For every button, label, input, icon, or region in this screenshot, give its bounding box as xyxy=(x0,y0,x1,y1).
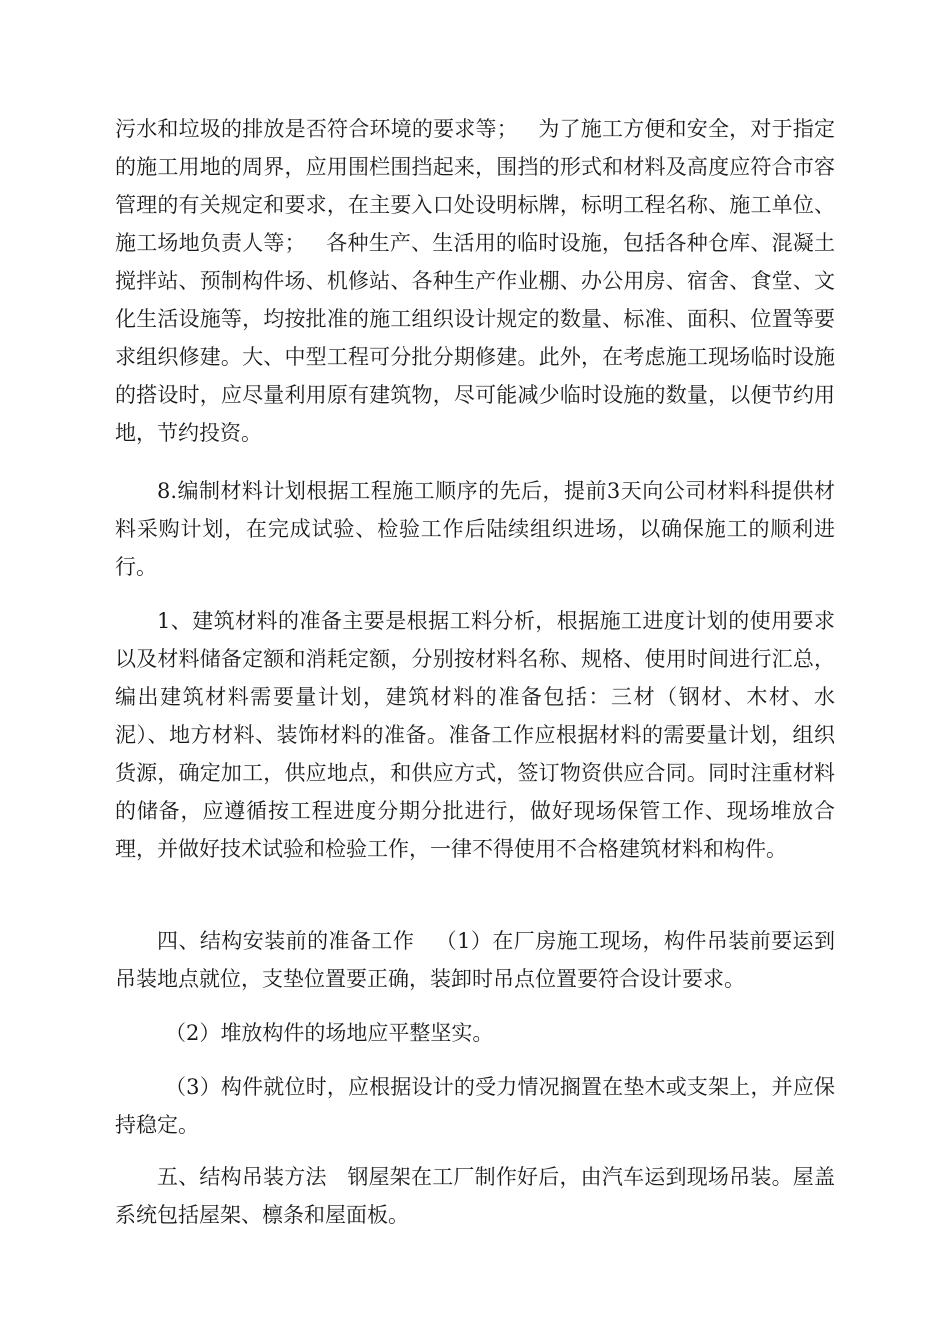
paragraph-site-facilities: 污水和垃圾的排放是否符合环境的要求等； 为了施工方便和安全，对于指定的施工用地的周界，应用围栏围挡起来，围挡的形式和材料及高度应符合市容管理的有关规定和要求，在主要入口处设明标牌，标明工程名称、施工单位、施工场地负责人等； 各种生产、生活用的临时设施，包括各种仓库、混凝土搅拌站、预制构件场、机修站、各种生产作业棚、办公用房、宿舍、食堂、文化生活设施等，均按批准的施工组织设计规定的数量、标准、面积、位置等要求组织修建。大、中型工程可分批分期修建。此外，在考虑施工现场临时设施的搭设时，应尽量利用原有建筑物，尽可能减少临时设施的数量，以便节约用地，节约投资。 xyxy=(115,117,835,445)
paragraph-stacking-site: （2）堆放构件的场地应平整坚实。 xyxy=(165,1021,494,1045)
paragraph-structural-preparation: 四、结构安装前的准备工作 （1）在厂房施工现场，构件吊装前要运到吊装地点就位，支垫位置要正确，装卸时吊点位置要符合设计要求。 xyxy=(115,929,835,991)
paragraph-hoisting-method: 五、结构吊装方法 钢屋架在工厂制作好后，由汽车运到现场吊装。屋盖系统包括屋架、檩条和屋面板。 xyxy=(115,1165,835,1227)
paragraph-building-materials: 1、建筑材料的准备主要是根据工料分析，根据施工进度计划的使用要求以及材料储备定额和消耗定额，分别按材料名称、规格、使用时间进行汇总，编出建筑材料需要量计划，建筑材料的准备包括：三材（钢材、木材、水泥）、地方材料、装饰材料的准备。准备工作应根据材料的需要量计划，组织货源，确定加工，供应地点，和供应方式，签订物资供应合同。同时注重材料的储备，应遵循按工程进度分期分批进行，做好现场保管工作、现场堆放合理，并做好技术试验和检验工作，一律不得使用不合格建筑材料和构件。 xyxy=(115,609,835,861)
paragraph-component-placement: （3）构件就位时，应根据设计的受力情况搁置在垫木或支架上，并应保持稳定。 xyxy=(115,1075,835,1137)
paragraph-material-plan: 8.编制材料计划根据工程施工顺序的先后，提前3天向公司材料科提供材料采购计划，在完成试验、检验工作后陆续组织进场，以确保施工的顺利进行。 xyxy=(115,479,835,579)
